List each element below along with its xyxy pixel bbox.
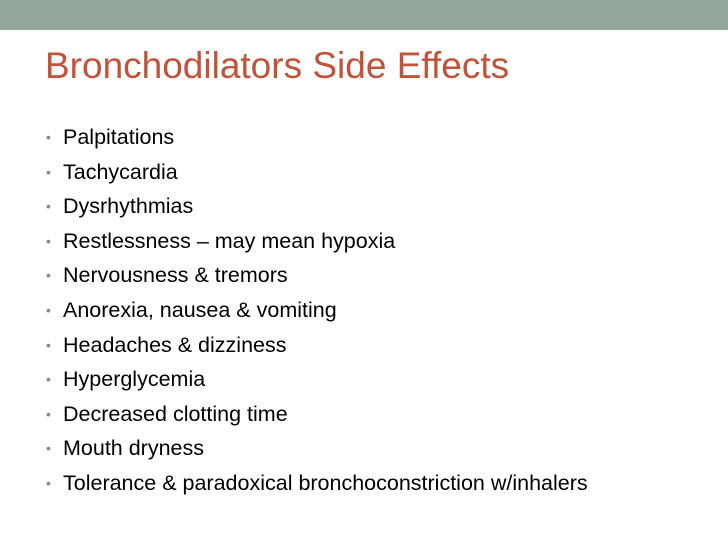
bullet-icon: • bbox=[46, 129, 51, 145]
bullet-text: Palpitations bbox=[63, 125, 175, 149]
bullet-text: Restlessness – may mean hypoxia bbox=[63, 228, 396, 253]
bullet-text: Anorexia, nausea & vomiting bbox=[63, 297, 337, 322]
bullet-text: Dysrhythmias bbox=[63, 194, 194, 219]
bullet-text: Mouth dryness bbox=[63, 436, 205, 461]
list-item bbox=[46, 431, 588, 466]
header-band bbox=[0, 0, 728, 30]
slide-title: Bronchodilators Side Effects bbox=[45, 45, 510, 86]
bullet-list bbox=[46, 120, 588, 501]
list-item bbox=[46, 466, 588, 501]
bullet-text: Tachycardia bbox=[63, 159, 178, 184]
bullet-icon: • bbox=[46, 198, 51, 215]
bullet-text: Decreased clotting time bbox=[63, 401, 288, 426]
bullet-icon: • bbox=[46, 163, 51, 180]
list-item bbox=[46, 224, 588, 259]
bullet-icon: • bbox=[46, 440, 51, 457]
bullet-icon: • bbox=[46, 267, 51, 284]
list-item bbox=[46, 155, 588, 190]
bullet-icon: • bbox=[46, 232, 51, 249]
list-item bbox=[46, 397, 588, 432]
bullet-icon: • bbox=[46, 474, 51, 491]
list-item bbox=[46, 362, 588, 397]
list-item bbox=[46, 328, 588, 363]
bullet-text: Headaches & dizziness bbox=[63, 332, 287, 357]
bullet-icon: • bbox=[46, 405, 51, 422]
list-item bbox=[46, 189, 588, 224]
bullet-text: Nervousness & tremors bbox=[63, 263, 288, 288]
bullet-text: Hyperglycemia bbox=[63, 367, 206, 392]
bullet-icon: • bbox=[46, 371, 51, 388]
bullet-icon: • bbox=[46, 336, 51, 353]
list-item bbox=[46, 258, 588, 293]
bullet-text: Tolerance & paradoxical bronchoconstriction w/inhalers bbox=[63, 470, 588, 495]
list-item bbox=[46, 120, 588, 155]
bullet-icon: • bbox=[46, 301, 51, 318]
list-item bbox=[46, 293, 588, 328]
